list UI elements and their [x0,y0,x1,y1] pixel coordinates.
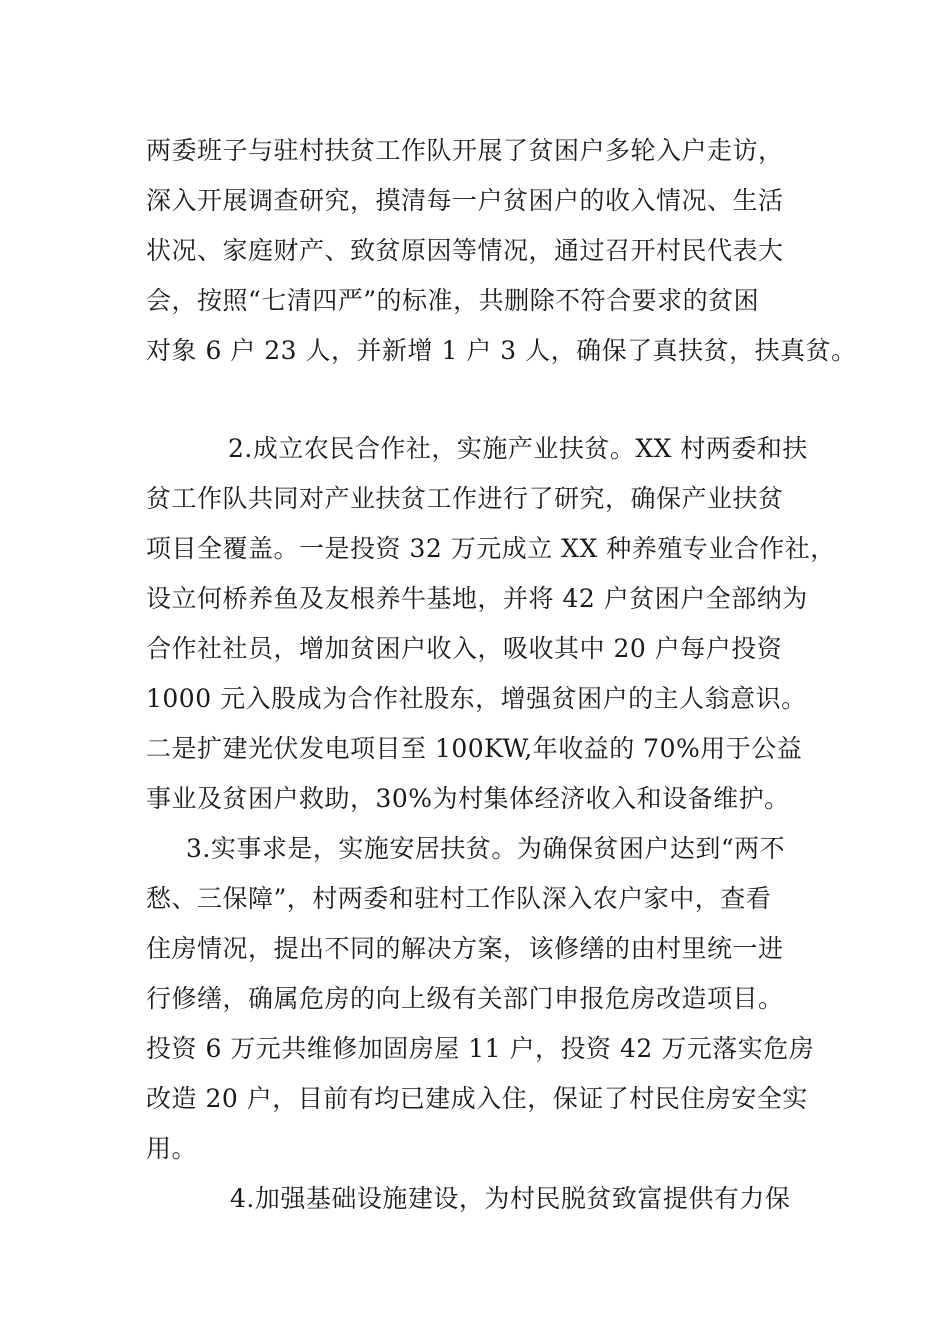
text-line: 项目全覆盖。一是投资 32 万元成立 XX 种养殖专业合作社， [146,534,836,563]
text-line: 二是扩建光伏发电项目至 100KW,年收益的 70%用于公益 [146,734,803,763]
text-line: 深入开展调查研究，摸清每一户贫困户的收入情况、生活 [146,186,784,215]
text-line: 3.实事求是，实施安居扶贫。为确保贫困户达到“两不 [186,834,786,863]
text-line: 贫工作队共同对产业扶贫工作进行了研究，确保产业扶贫 [146,484,784,513]
text-line: 用。 [146,1134,198,1163]
text-line: 2.成立农民合作社，实施产业扶贫。XX 村两委和扶 [228,434,808,463]
text-line: 1000 元入股成为合作社股东，增强贫困户的主人翁意识。 [146,684,807,713]
text-line: 设立何桥养鱼及友根养牛基地，并将 42 户贫困户全部纳为 [146,584,808,613]
text-line: 状况、家庭财产、致贫原因等情况，通过召开村民代表大 [146,236,784,265]
text-line: 改造 20 户，目前有均已建成入住，保证了村民住房安全实 [146,1084,808,1113]
text-line: 会，按照“七清四严”的标准，共删除不符合要求的贫困 [146,286,760,315]
text-line: 两委班子与驻村扶贫工作队开展了贫困户多轮入户走访， [146,136,784,165]
text-line: 愁、三保障”，村两委和驻村工作队深入农户家中，查看 [146,884,772,913]
text-line: 事业及贫困户救助，30%为村集体经济收入和设备维护。 [146,784,790,813]
text-line: 4.加强基础设施建设，为村民脱贫致富提供有力保 [230,1184,791,1213]
text-line: 投资 6 万元共维修加固房屋 11 户，投资 42 万元落实危房 [146,1034,815,1063]
text-line: 行修缮，确属危房的向上级有关部门申报危房改造项目。 [146,984,784,1013]
text-line: 对象 6 户 23 人，并新增 1 户 3 人，确保了真扶贫，扶真贫。 [146,336,857,365]
text-line: 住房情况，提出不同的解决方案，该修缮的由村里统一进 [146,934,784,963]
text-line: 合作社社员，增加贫困户收入，吸收其中 20 户每户投资 [146,634,783,663]
